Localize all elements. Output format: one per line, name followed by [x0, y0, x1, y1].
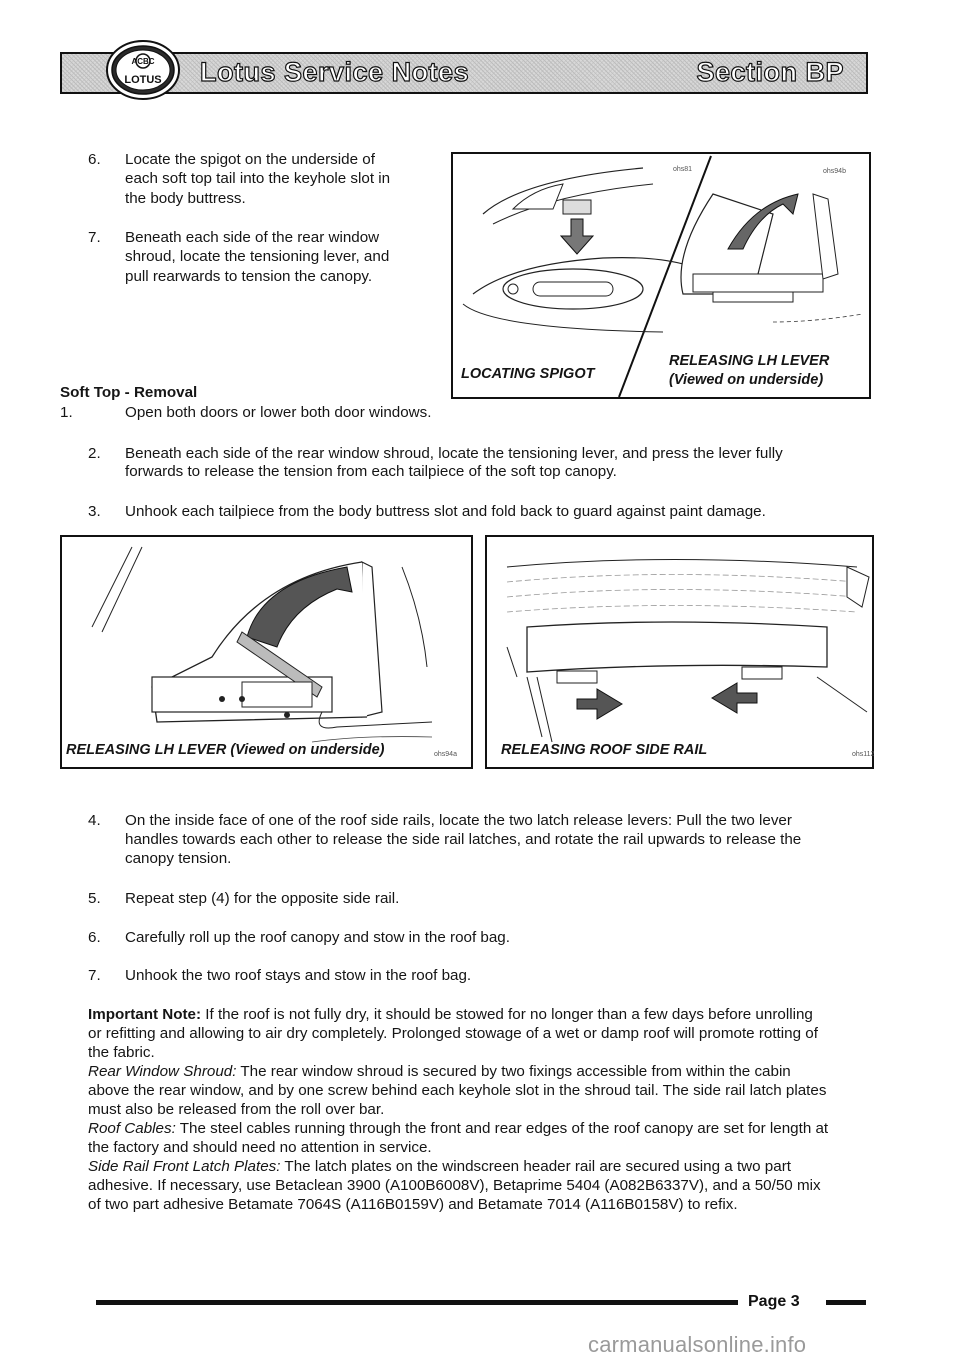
cables-note-line: the factory and should need no attention in service. — [88, 1139, 432, 1156]
figure-caption: LOCATING SPIGOT — [461, 366, 595, 382]
important-note-line: or refitting and allowing to air dry completely. Prolonged stowage of a wet or damp roof will promote rotting of — [88, 1025, 818, 1042]
footer-rule — [96, 1300, 738, 1305]
figure-caption: RELEASING ROOF SIDE RAIL — [501, 742, 708, 758]
figure-caption: (Viewed on underside) — [669, 372, 824, 388]
figure-locating-spigot — [451, 152, 871, 399]
step-line: each soft top tail into the keyhole slot in — [125, 170, 391, 187]
step-line: Open both doors or lower both door windows. — [125, 404, 432, 421]
step-line: the body buttress. — [125, 190, 246, 207]
step-number: 5. — [88, 890, 101, 907]
latch-note-line: Side Rail Front Latch Plates: The latch plates on the windscreen header rail are secured using a two part — [88, 1158, 791, 1175]
step-line: shroud, locate the tensioning lever, and — [125, 248, 390, 265]
figure-caption: RELEASING LH LEVER — [669, 353, 830, 369]
cables-note-line: Roof Cables: The steel cables running through the front and rear edges of the roof canopy are set for length at — [88, 1120, 829, 1137]
step-line: On the inside face of one of the roof side rails, locate the two latch release levers: Pull the two lever — [125, 812, 792, 829]
footer-rule-short — [826, 1300, 866, 1305]
important-note-label: Important Note: — [88, 1006, 202, 1023]
step-number: 6. — [88, 151, 101, 168]
figure-code: ohs112 — [852, 751, 875, 758]
shroud-note-line: Rear Window Shroud: The rear window shroud is secured by two fixings accessible from within the cabin — [88, 1063, 791, 1080]
section-heading: Soft Top - Removal — [60, 384, 198, 401]
step-line: Carefully roll up the roof canopy and stow in the roof bag. — [125, 929, 510, 946]
shroud-note-label: Rear Window Shroud: — [88, 1063, 237, 1080]
figure-code: ohs81 — [673, 166, 693, 173]
figure-code: ohs94b — [823, 168, 846, 175]
step-line: Beneath each side of the rear window — [125, 229, 380, 246]
page-number: Page 3 — [748, 1293, 800, 1310]
figure-releasing-roof-side-rail — [485, 535, 874, 769]
step-number: 4. — [88, 812, 101, 829]
important-note-line: the fabric. — [88, 1044, 155, 1061]
step-line: canopy tension. — [125, 850, 232, 867]
figure-code: ohs94a — [434, 751, 457, 758]
figure3-illustration — [487, 537, 875, 767]
step-line: Unhook the two roof stays and stow in the roof bag. — [125, 967, 472, 984]
step-line: Repeat step (4) for the opposite side rail. — [125, 890, 400, 907]
watermark: carmanualsonline.info — [588, 1332, 807, 1357]
step-number: 6. — [88, 929, 101, 946]
logo-text: LOTUS — [124, 74, 162, 86]
step-line: handles towards each other to release the side rail latches, and rotate the rail upwards to release the — [125, 831, 802, 848]
figure-releasing-lh-lever — [60, 535, 473, 769]
important-note-line: Important Note: If the roof is not fully dry, it should be stowed for no longer than a few days before unrolling — [88, 1006, 813, 1023]
figure2-illustration — [62, 537, 471, 767]
step-line: forwards to release the tension from each tailpiece of the soft top canopy. — [125, 463, 617, 480]
step-line: Beneath each side of the rear window shroud, locate the tensioning lever, and press the lever fully — [125, 445, 783, 462]
latch-note-label: Side Rail Front Latch Plates: — [88, 1158, 281, 1175]
svg-text:ACBC: ACBC — [131, 57, 155, 66]
step-number: 2. — [88, 445, 101, 462]
latch-note-line: adhesive. If necessary, use Betaclean 3900 (A100B6008V), Betaprime 5404 (A082B6337V), and a 50/50 mix — [88, 1177, 821, 1194]
step-line: Unhook each tailpiece from the body buttress slot and fold back to guard against paint damage. — [125, 503, 766, 520]
shroud-note-line: above the rear window, and by one screw behind each keyhole slot in the shroud tail. The side rail latch plates — [88, 1082, 827, 1099]
figure-caption: RELEASING LH LEVER (Viewed on underside) — [66, 742, 385, 758]
shroud-note-line: must also be released from the roll over bar. — [88, 1101, 385, 1118]
step-line: pull rearwards to tension the canopy. — [125, 268, 373, 285]
step-number: 7. — [88, 967, 101, 984]
header-title: Lotus Service Notes — [200, 57, 470, 87]
lotus-logo — [104, 39, 182, 101]
step-number: 7. — [88, 229, 101, 246]
section-label: Section BP — [696, 57, 844, 87]
latch-note-line: of two part adhesive Betamate 7064S (A116B0159V) and Betamate 7014 (A116B0158V) to refix. — [88, 1196, 738, 1213]
cables-note-label: Roof Cables: — [88, 1120, 176, 1137]
step-line: Locate the spigot on the underside of — [125, 151, 375, 168]
step-number: 3. — [88, 503, 101, 520]
step-number: 1. — [60, 404, 73, 421]
